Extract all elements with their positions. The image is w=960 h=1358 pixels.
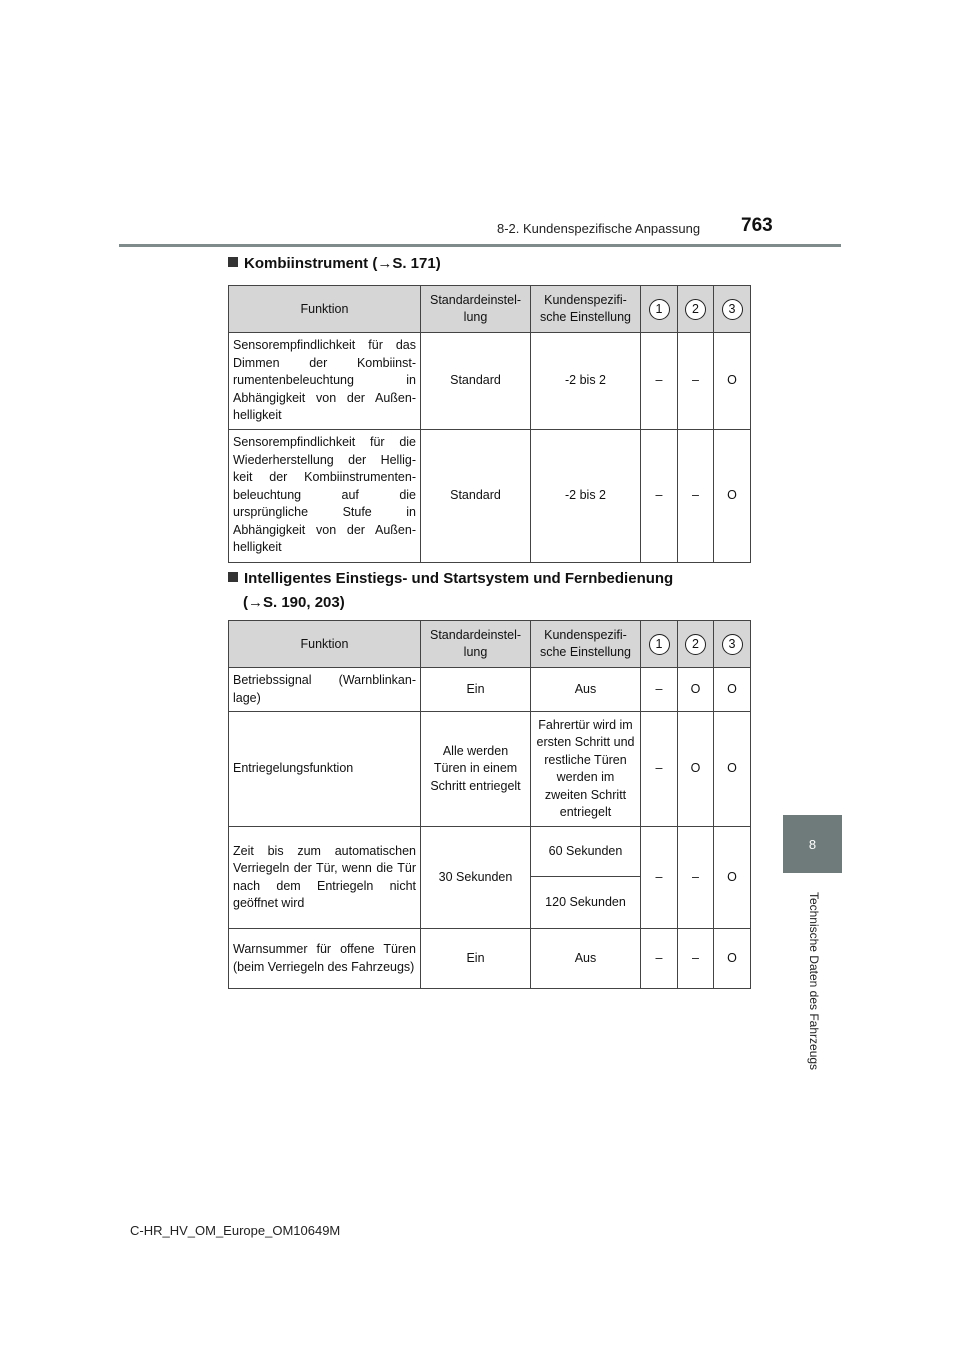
row-default: 30 Sekunden <box>421 827 531 929</box>
row-default: Alle werden Türen in einem Schritt entriegelt <box>421 712 531 827</box>
row-m2: – <box>678 827 714 929</box>
row-m1: – <box>641 827 678 929</box>
document-footer-code: C-HR_HV_OM_Europe_OM10649M <box>130 1223 341 1238</box>
bullet-square-icon <box>228 257 238 267</box>
col-function: Funktion <box>229 286 421 333</box>
row-m1: – <box>641 712 678 827</box>
method-3-icon: 3 <box>722 299 743 320</box>
row-m3: O <box>714 929 751 989</box>
section-heading-text: Kombiinstrument (→S. 171) <box>244 255 441 272</box>
col-method-1 <box>641 621 678 668</box>
chapter-number: 8 <box>808 837 817 852</box>
method-3-icon: 3 <box>722 634 743 655</box>
page-number: 763 <box>741 215 773 236</box>
row-m1: – <box>641 429 678 562</box>
row-m2: – <box>678 929 714 989</box>
row-m2: O <box>678 668 714 712</box>
row-function: Betriebssignal (Warnblinkan- lage) <box>229 668 421 712</box>
header-divider <box>119 244 841 247</box>
row-function: Zeit bis zum automatischen Verriegeln der Tür, wenn die Tür nach dem Entriegeln nicht geöffnet wird <box>229 827 421 929</box>
col-custom: Kundenspezifi- sche Einstellung <box>531 621 641 668</box>
table-row <box>229 827 751 877</box>
row-m2: O <box>678 712 714 827</box>
chapter-title: Technische Daten des Fahrzeugs <box>807 891 821 1071</box>
col-method-2 <box>678 621 714 668</box>
row-m3: O <box>714 429 751 562</box>
row-m2: – <box>678 429 714 562</box>
row-default: Standard <box>421 333 531 430</box>
row-m3: O <box>714 827 751 929</box>
bullet-square-icon <box>228 572 238 582</box>
method-2-icon: 2 <box>685 299 706 320</box>
row-custom-option-a: 60 Sekunden <box>531 827 641 877</box>
row-function: Warnsummer für offene Türen (beim Verriegeln des Fahrzeugs) <box>229 929 421 989</box>
row-m2: – <box>678 333 714 430</box>
method-2-icon: 2 <box>685 634 706 655</box>
table-row <box>229 712 751 827</box>
table-row <box>229 333 751 430</box>
row-function: Sensorempfindlichkeit für das Dimmen der Kombiinst- rumentenbeleuchtung in Abhängigkeit von der Außen- helligkeit <box>229 333 421 430</box>
row-custom: -2 bis 2 <box>531 333 641 430</box>
row-custom: -2 bis 2 <box>531 429 641 562</box>
row-m3: O <box>714 712 751 827</box>
table-header-row <box>229 621 751 668</box>
row-custom: Aus <box>531 668 641 712</box>
col-default: Standardeinstel- lung <box>421 621 531 668</box>
row-custom-option-b: 120 Sekunden <box>531 877 641 929</box>
method-1-icon: 1 <box>649 634 670 655</box>
table-row <box>229 929 751 989</box>
col-method-3 <box>714 286 751 333</box>
col-method-3 <box>714 621 751 668</box>
row-m3: O <box>714 333 751 430</box>
chapter-tab <box>783 815 842 873</box>
section-heading-smart-entry <box>228 570 674 611</box>
row-default: Standard <box>421 429 531 562</box>
section-heading-text: Intelligentes Einstiegs- und Startsystem und Fernbedienung <box>244 570 674 587</box>
row-function: Entriegelungsfunktion <box>229 712 421 827</box>
table-header-row <box>229 286 751 333</box>
method-1-icon: 1 <box>649 299 670 320</box>
row-default: Ein <box>421 929 531 989</box>
col-method-2 <box>678 286 714 333</box>
row-m3: O <box>714 668 751 712</box>
col-function: Funktion <box>229 621 421 668</box>
row-m1: – <box>641 668 678 712</box>
row-custom: Fahrertür wird im ersten Schritt und restliche Türen werden im zweiten Schritt entriegelt <box>531 712 641 827</box>
table-row <box>229 429 751 562</box>
row-default: Ein <box>421 668 531 712</box>
section-title: 8-2. Kundenspezifische Anpassung <box>497 221 701 236</box>
col-default: Standardeinstel- lung <box>421 286 531 333</box>
row-m1: – <box>641 929 678 989</box>
col-custom: Kundenspezifi- sche Einstellung <box>531 286 641 333</box>
settings-table-kombiinstrument <box>228 285 751 563</box>
section-heading-kombiinstrument <box>228 255 441 272</box>
table-row <box>229 668 751 712</box>
settings-table-smart-entry <box>228 620 751 989</box>
section-heading-reference: (→S. 190, 203) <box>243 594 345 611</box>
row-function: Sensorempfindlichkeit für die Wiederherstellung der Hellig- keit der Kombiinstrumenten- beleuchtung auf die ursprüngliche Stufe in Abhängigkeit von der Außen- helligkeit <box>229 429 421 562</box>
row-custom: Aus <box>531 929 641 989</box>
row-m1: – <box>641 333 678 430</box>
col-method-1 <box>641 286 678 333</box>
